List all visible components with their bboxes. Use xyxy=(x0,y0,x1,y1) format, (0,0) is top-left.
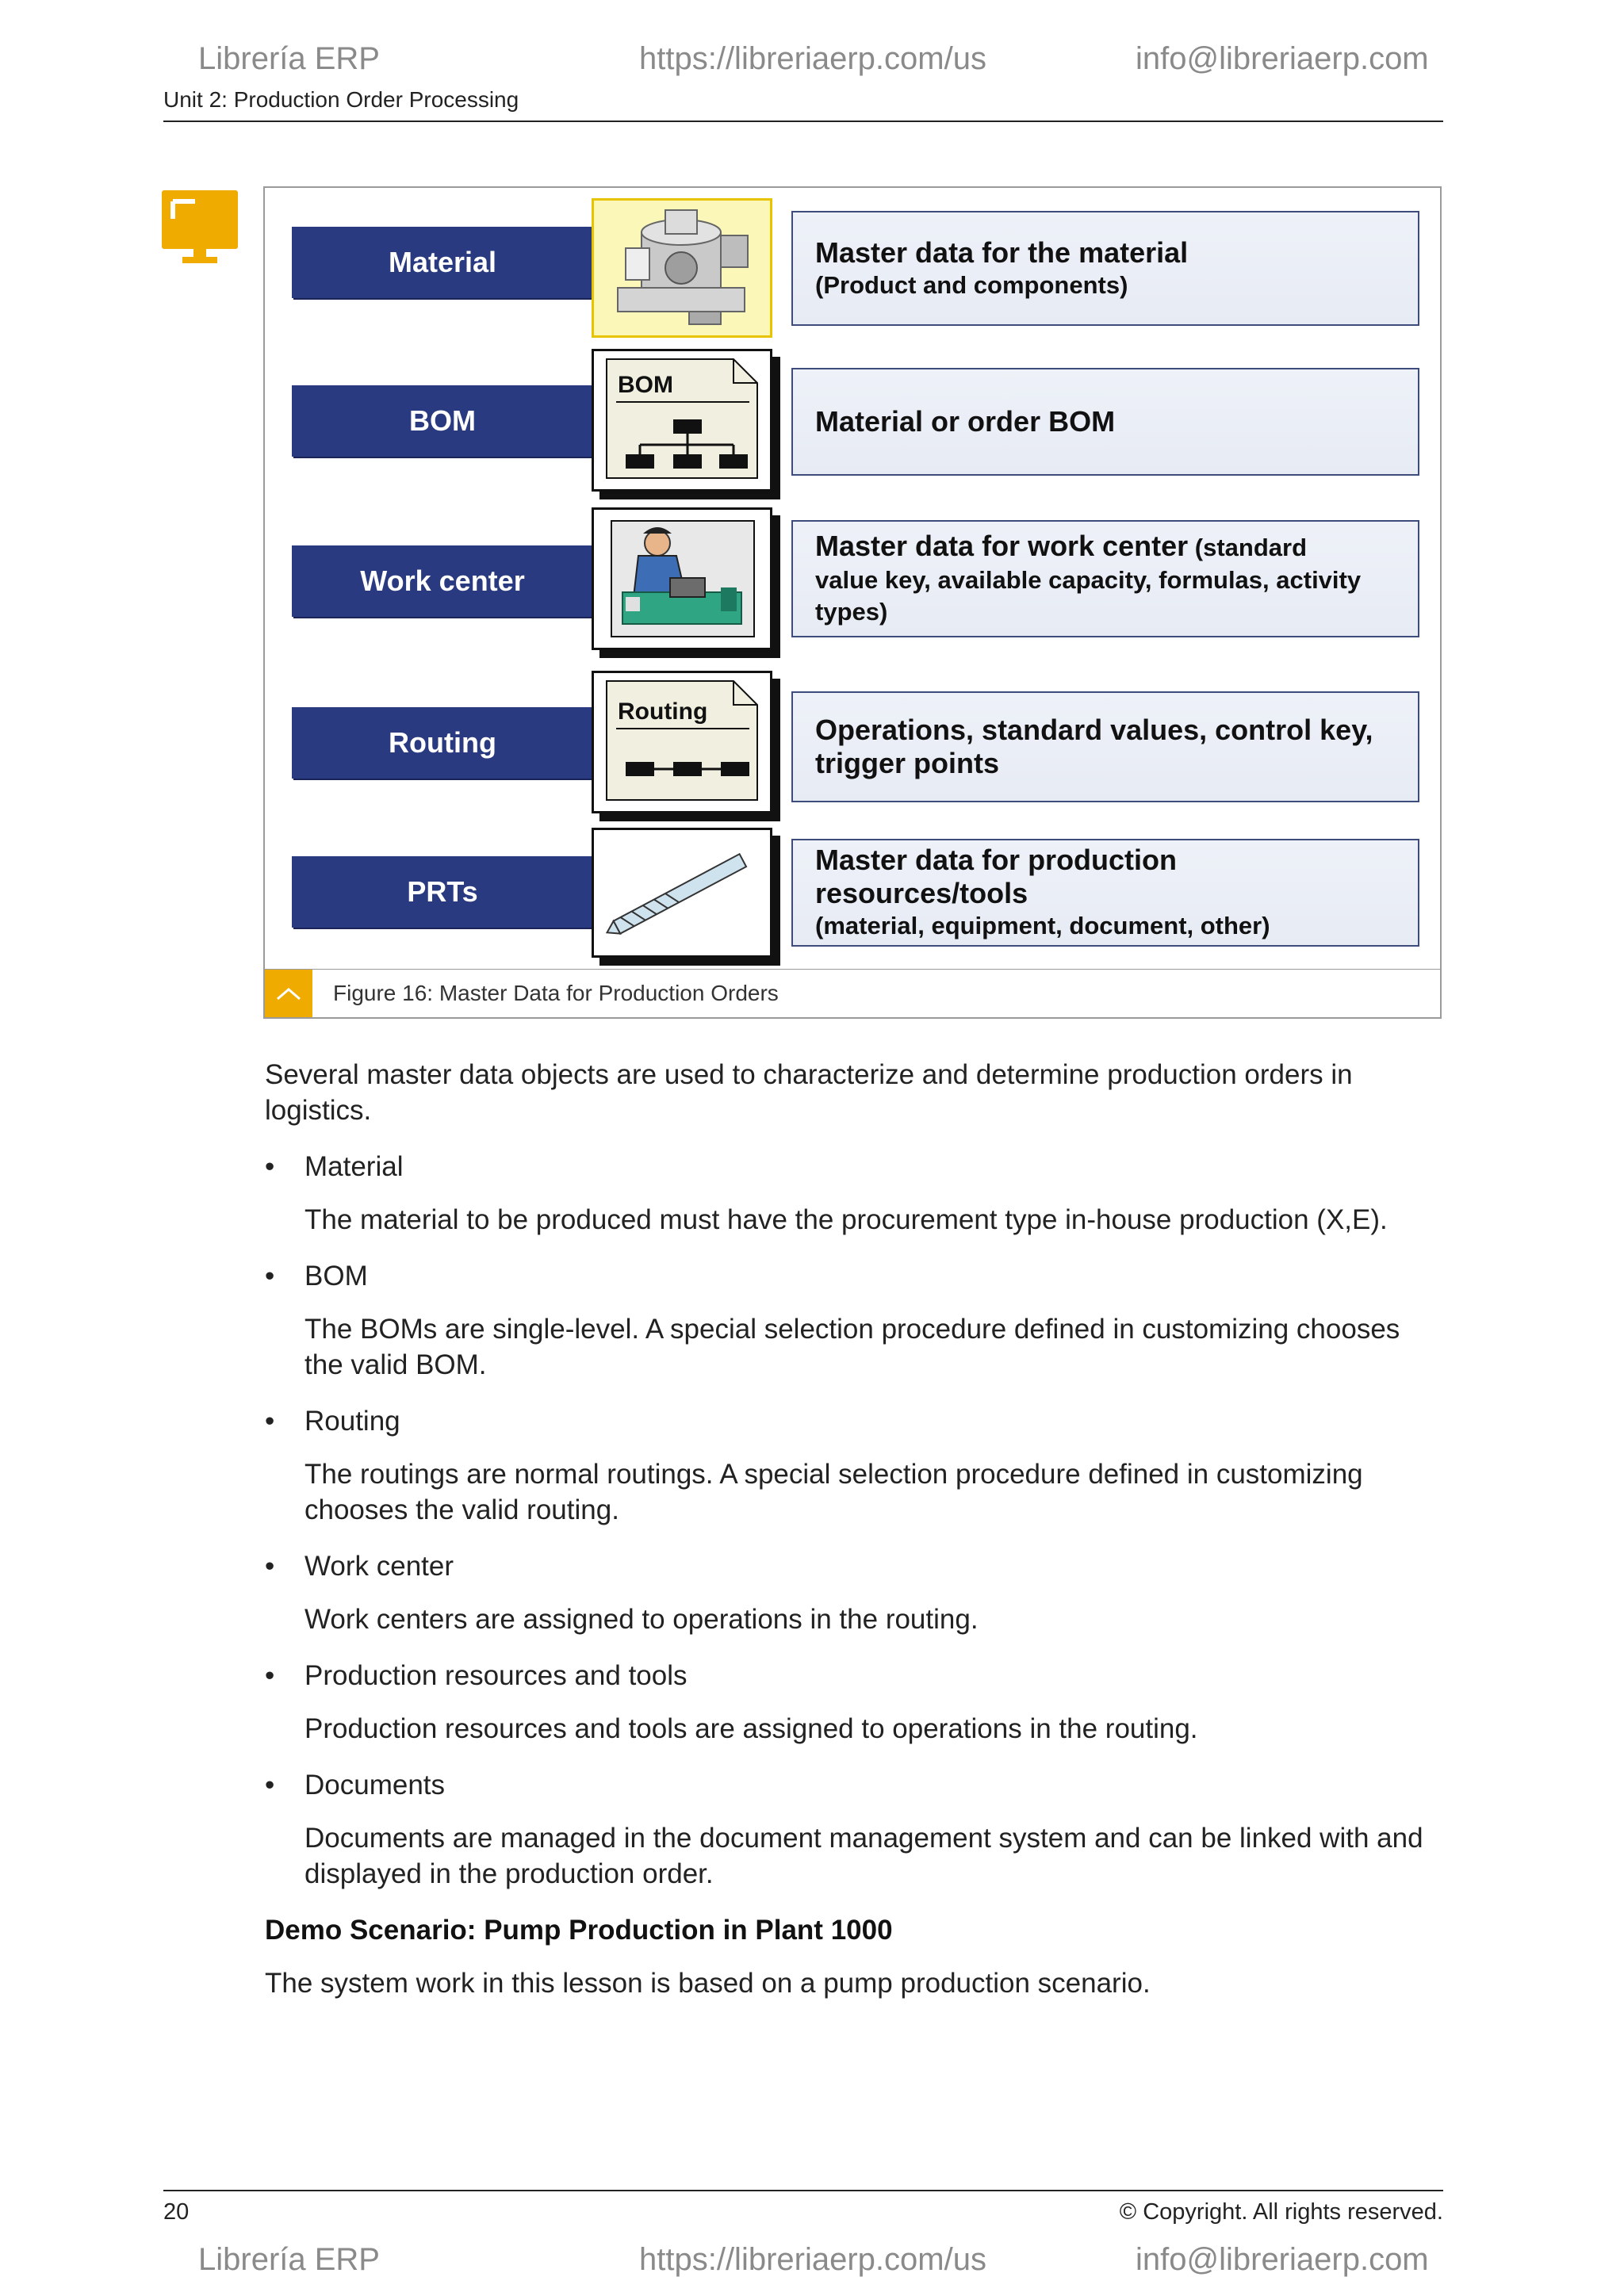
routing-icon-title: Routing xyxy=(618,698,708,725)
figure-caption-bar xyxy=(263,969,1442,1019)
bullet: • xyxy=(265,1406,275,1437)
item-desc-documents: Documents are managed in the document management system and can be linked with and displayed in the production order. xyxy=(304,1823,1423,1889)
copyright: © Copyright. All rights reserved. xyxy=(1119,2199,1443,2225)
drill-bit-icon xyxy=(592,828,772,958)
item-desc-routing: The routings are normal routings. A special selection procedure defined in customizing chooses the valid routing. xyxy=(304,1459,1363,1525)
bullet: • xyxy=(265,1660,275,1691)
item-desc-prts: Production resources and tools are assigned to operations in the routing. xyxy=(304,1713,1198,1744)
header-rule xyxy=(163,121,1443,122)
item-title-routing: Routing xyxy=(304,1406,400,1437)
bullet: • xyxy=(265,1151,275,1182)
bullet: • xyxy=(265,1770,275,1800)
desc-routing xyxy=(791,691,1419,802)
item-title-material: Material xyxy=(304,1151,404,1182)
page-number: 20 xyxy=(163,2199,190,2225)
header-brand: Librería ERP xyxy=(198,41,380,76)
bom-icon-title: BOM xyxy=(618,372,673,398)
desc-work-center-suffix: (standard xyxy=(1188,534,1308,561)
item-desc-work-center: Work centers are assigned to operations in the routing. xyxy=(304,1604,979,1635)
desc-work-center xyxy=(791,520,1419,637)
row-label-prts: PRTs xyxy=(292,856,593,928)
item-desc-material: The material to be produced must have the procurement type in-house production (X,E). xyxy=(304,1204,1388,1235)
desc-prts xyxy=(791,839,1419,947)
desc-material-main: Master data for the material xyxy=(815,235,1189,269)
item-desc-bom: The BOMs are single-level. A special selection procedure defined in customizing chooses the valid BOM. xyxy=(304,1314,1400,1380)
item-title-work-center: Work center xyxy=(304,1551,454,1582)
header-email[interactable]: info@libreriaerp.com xyxy=(1136,41,1429,76)
footer-rule xyxy=(163,2190,1443,2191)
desc-material-sub: (Product and components) xyxy=(815,270,1128,299)
bullet: • xyxy=(265,1261,275,1292)
item-title-documents: Documents xyxy=(304,1770,446,1800)
header-url[interactable]: https://libreriaerp.com/us xyxy=(639,41,986,76)
desc-work-center-sub: value key, available capacity, formulas, activity types) xyxy=(815,566,1362,626)
bom-document-icon xyxy=(592,349,772,492)
desc-material xyxy=(791,211,1419,326)
presentation-icon xyxy=(162,190,238,263)
desc-routing-main: Operations, standard values, control key, trigger points xyxy=(815,714,1373,779)
chevron-up-icon[interactable] xyxy=(265,970,312,1017)
row-label-bom: BOM xyxy=(292,385,593,457)
figure-caption: Figure 16: Master Data for Production Orders xyxy=(333,981,779,1005)
desc-prts-sub: (material, equipment, document, other) xyxy=(815,912,1270,939)
row-label-work-center: Work center xyxy=(292,545,593,617)
intro-paragraph: Several master data objects are used to characterize and determine production orders in logistics. xyxy=(265,1059,1353,1126)
footer-email[interactable]: info@libreriaerp.com xyxy=(1136,2242,1429,2277)
desc-prts-main: Master data for production resources/tools xyxy=(815,844,1178,909)
desc-bom-main: Material or order BOM xyxy=(815,405,1116,438)
footer-brand: Librería ERP xyxy=(198,2242,380,2277)
unit-title: Unit 2: Production Order Processing xyxy=(163,87,519,112)
desc-work-center-title: Master data for work center xyxy=(815,530,1189,562)
item-title-prts: Production resources and tools xyxy=(304,1660,688,1691)
machine-part-icon xyxy=(592,198,772,338)
desc-work-center-main xyxy=(815,530,1396,564)
bullet: • xyxy=(265,1551,275,1582)
row-label-routing: Routing xyxy=(292,707,593,779)
footer-url[interactable]: https://libreriaerp.com/us xyxy=(639,2242,986,2277)
item-title-bom: BOM xyxy=(304,1261,368,1292)
routing-document-icon xyxy=(592,671,772,813)
desc-bom xyxy=(791,368,1419,476)
demo-heading: Demo Scenario: Pump Production in Plant 1000 xyxy=(265,1915,893,1946)
demo-paragraph: The system work in this lesson is based on a pump production scenario. xyxy=(265,1968,1151,1999)
worker-machine-icon xyxy=(592,507,772,650)
row-label-material: Material xyxy=(292,227,593,298)
